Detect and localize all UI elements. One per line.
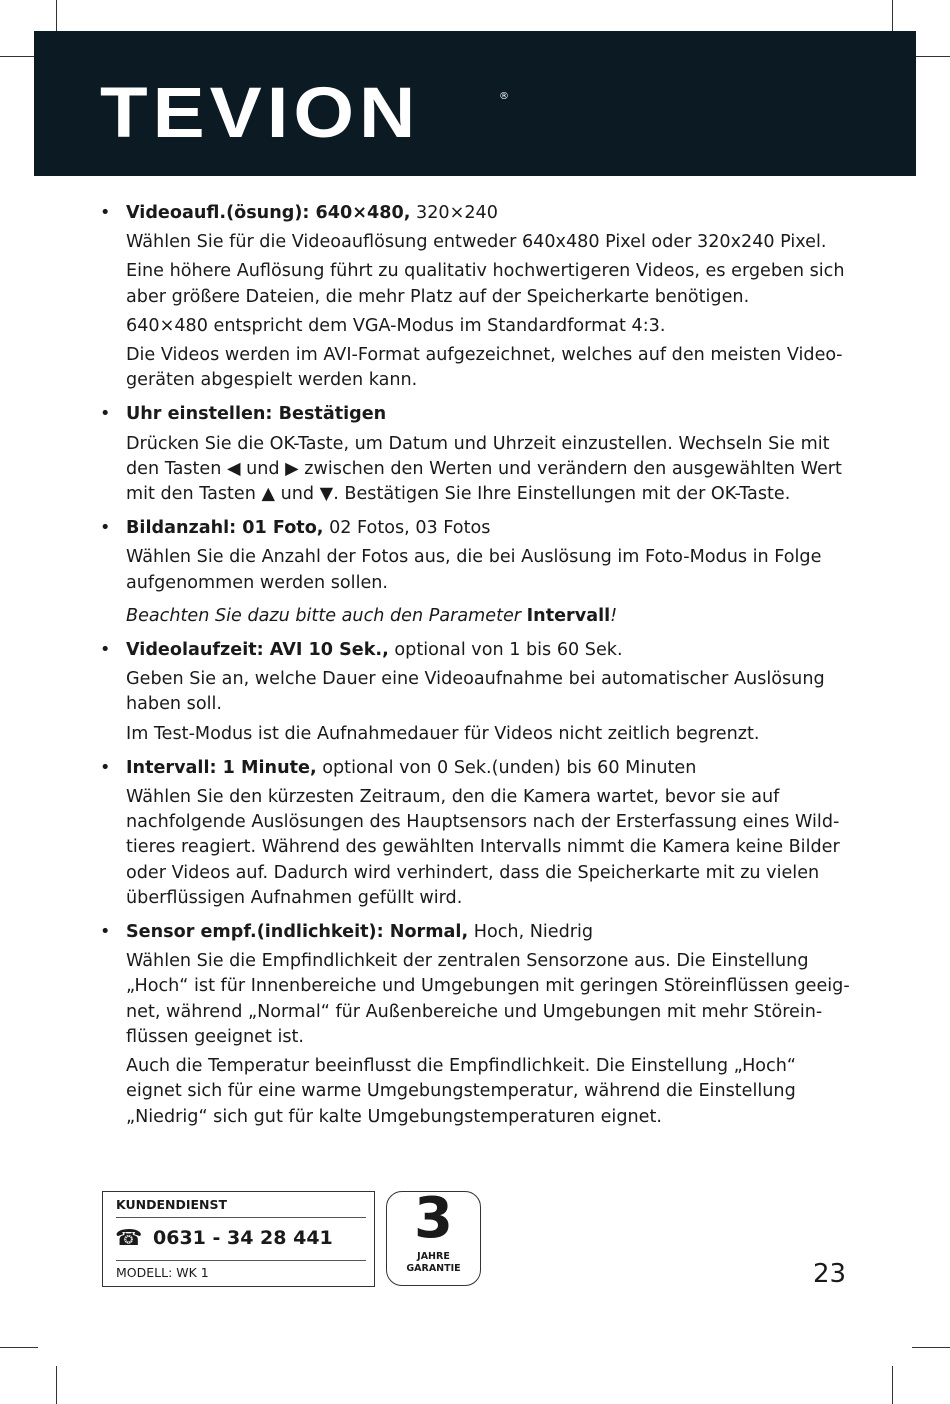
list-item: [100, 920, 850, 1130]
paragraph: Auch die Temperatur beeinflusst die Empfindlichkeit. Die Einstellung „Hoch“ eignet sich für eine warme Umgebungstemperatur, während die Einstellung „Niedrig“ sich gut für kalte Umgebungstemperaturen eignet.: [126, 1056, 796, 1127]
bullet: •: [100, 203, 111, 223]
note: Beachten Sie dazu bitte auch den Parameter Intervall!: [126, 605, 618, 626]
item-heading: Videolaufzeit: AVI 10 Sek., optional von 1 bis 60 Sek.: [126, 640, 623, 661]
paragraph: Eine höhere Auflösung führt zu qualitativ hochwertigeren Videos, es ergeben sich aber größere Dateien, die mehr Platz auf der Speicherkarte benötigen.: [126, 261, 845, 307]
service-phone: 0631 - 34 28 441: [153, 1227, 333, 1249]
model-label: MODELL: WK 1: [116, 1265, 209, 1280]
crop-mark: [892, 1366, 893, 1404]
divider: [116, 1260, 366, 1261]
bullet: •: [100, 640, 111, 661]
crop-mark: [912, 56, 950, 57]
bullet: •: [100, 922, 111, 943]
paragraph: Wählen Sie den kürzesten Zeitraum, den die Kamera wartet, bevor sie auf nachfolgende Auslösungen des Hauptsensors nach der Ersterfassung eines Wildtieres reagiert. Während des gewählten Intervalls nimmt die Kamera keine Bilder oder Videos auf. Dadurch wird verhindert, dass die Speicherkarte mit zu vielen überflüssigen Aufnahmen gefüllt wird.: [126, 787, 840, 908]
phone-icon: ☎: [115, 1226, 143, 1251]
paragraph: Die Videos werden im AVI-Format aufgezeichnet, welches auf den meisten Videogeräten abgespielt werden kann.: [126, 345, 843, 391]
list-item: [100, 638, 850, 747]
service-title: KUNDENDIENST: [116, 1197, 228, 1212]
bullet: •: [100, 757, 111, 778]
item-heading: Sensor empf.(indlichkeit): Normal, Hoch, Niedrig: [126, 922, 594, 943]
warranty-years: 3: [414, 1186, 453, 1251]
crop-mark: [0, 1347, 38, 1348]
crop-mark: [912, 1347, 950, 1348]
warranty-label: JAHRE GARANTIE: [406, 1251, 461, 1274]
bullet: •: [100, 518, 111, 539]
customer-service-box: [102, 1191, 375, 1287]
list-item: [100, 201, 850, 393]
paragraph: Im Test-Modus ist die Aufnahmedauer für Videos nicht zeitlich begrenzt.: [126, 723, 760, 744]
paragraph: Geben Sie an, welche Dauer eine Videoaufnahme bei automatischer Auslösung haben soll.: [126, 669, 825, 715]
paragraph: Drücken Sie die OK-Taste, um Datum und Uhrzeit einzustellen. Wechseln Sie mit den Tasten ◀ und ▶ zwischen den Werten und verändern den ausgewählten Wert mit den Tasten ▲ und ▼. Bestätigen Sie Ihre Einstellungen mit der OK-Taste.: [126, 433, 842, 505]
item-heading: Videoaufl.(ösung): 640×480, 320×240: [126, 203, 498, 223]
item-heading: Intervall: 1 Minute, optional von 0 Sek.(unden) bis 60 Minuten: [126, 757, 697, 778]
registered-mark: ®: [499, 91, 509, 102]
brand-header: [34, 31, 916, 176]
page-number: 23: [813, 1259, 847, 1289]
list-item: [100, 402, 850, 507]
paragraph: Wählen Sie die Anzahl der Fotos aus, die bei Auslösung im Foto-Modus in Folge aufgenommen werden sollen.: [126, 547, 822, 593]
divider: [116, 1217, 366, 1218]
item-heading: Bildanzahl: 01 Foto, 02 Fotos, 03 Fotos: [126, 518, 491, 539]
paragraph: Wählen Sie die Empfindlichkeit der zentralen Sensorzone aus. Die Einstellung „Hoch“ ist für Innenbereiche und Umgebungen mit geringen Störeinflüssen geeignet, während „Normal“ für Außenbereiche und Umgebungen mit mehr Störeinflüssen geeignet ist.: [126, 951, 850, 1047]
settings-list: [100, 201, 850, 1139]
item-heading: Uhr einstellen: Bestätigen: [126, 404, 387, 425]
paragraph: Wählen Sie für die Videoauflösung entweder 640x480 Pixel oder 320x240 Pixel.: [126, 232, 827, 253]
crop-mark: [0, 56, 38, 57]
bullet: •: [100, 404, 111, 425]
list-item: [100, 756, 850, 911]
list-item: [100, 516, 850, 629]
crop-mark: [56, 1366, 57, 1404]
warranty-badge: [386, 1186, 481, 1286]
brand-logo: TEVION: [100, 71, 421, 153]
paragraph: 640×480 entspricht dem VGA-Modus im Standardformat 4:3.: [126, 315, 666, 336]
